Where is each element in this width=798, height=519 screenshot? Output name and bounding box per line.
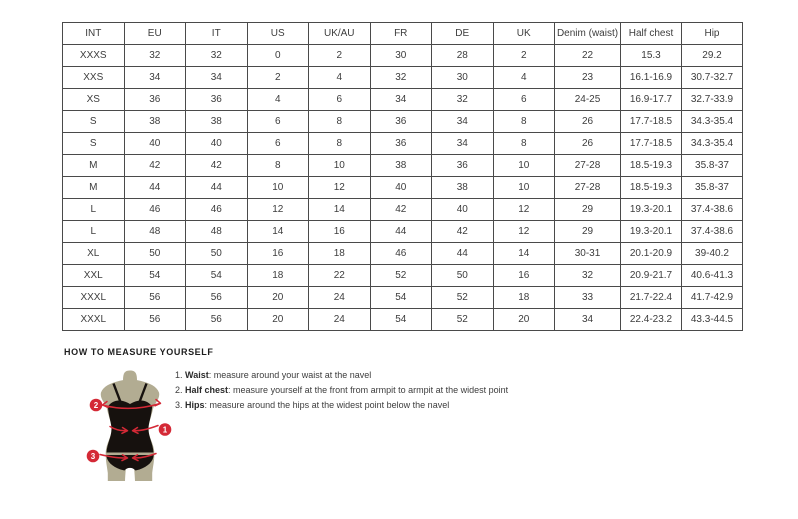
table-cell: 54 [124,265,186,287]
step-label: Hips [185,400,205,410]
table-cell: 52 [432,309,494,331]
table-row [63,287,743,309]
table-cell: 30 [432,67,494,89]
badge-2 [90,399,103,412]
table-cell: 32 [186,45,248,67]
table-cell: 35.8-37 [682,155,743,177]
table-row [63,89,743,111]
table-cell: 28 [432,45,494,67]
table-cell: 19.3-20.1 [621,199,682,221]
column-header: Half chest [621,23,682,45]
table-cell: 35.8-37 [682,177,743,199]
table-cell: 36 [186,89,248,111]
table-cell: 27-28 [555,155,621,177]
table-cell: 36 [370,111,432,133]
table-cell: 2 [493,45,555,67]
table-cell: 16.9-17.7 [621,89,682,111]
table-cell: 32.7-33.9 [682,89,743,111]
table-cell: 46 [124,199,186,221]
table-cell: 29.2 [682,45,743,67]
column-header: FR [370,23,432,45]
table-cell: 44 [432,243,494,265]
table-cell: 27-28 [555,177,621,199]
table-cell: 12 [309,177,371,199]
step-label: Waist [185,370,209,380]
table-cell: 8 [493,111,555,133]
column-header: US [247,23,309,45]
table-cell: 16 [493,265,555,287]
table-cell: 14 [247,221,309,243]
table-cell: 34 [432,133,494,155]
table-cell: 18 [493,287,555,309]
table-cell: 56 [124,309,186,331]
table-cell: 20.9-21.7 [621,265,682,287]
column-header: INT [63,23,125,45]
table-row [63,199,743,221]
table-cell: 16 [309,221,371,243]
table-cell: 48 [186,221,248,243]
badge-1 [159,423,172,436]
table-cell: 6 [309,89,371,111]
mannequin-illustration [80,369,180,482]
table-cell: 41.7-42.9 [682,287,743,309]
table-cell: 18 [309,243,371,265]
table-cell: 54 [370,287,432,309]
table-cell: 26 [555,111,621,133]
table-cell: 37.4-38.6 [682,221,743,243]
table-cell: 20 [247,309,309,331]
table-cell: L [63,221,125,243]
table-cell: 30.7-32.7 [682,67,743,89]
table-cell: 50 [432,265,494,287]
table-cell: 40 [370,177,432,199]
table-cell: 33 [555,287,621,309]
table-cell: XS [63,89,125,111]
table-cell: 42 [124,155,186,177]
table-cell: XL [63,243,125,265]
measure-steps [175,370,508,415]
column-header: Denim (waist) [555,23,621,45]
table-cell: 23 [555,67,621,89]
table-cell: 32 [432,89,494,111]
table-cell: 44 [370,221,432,243]
table-cell: XXXS [63,45,125,67]
table-cell: 26 [555,133,621,155]
table-cell: 40 [124,133,186,155]
table-cell: 0 [247,45,309,67]
table-cell: 29 [555,221,621,243]
table-cell: 17.7-18.5 [621,133,682,155]
table-cell: 8 [309,111,371,133]
table-cell: 10 [493,177,555,199]
table-cell: 34 [370,89,432,111]
table-cell: 50 [186,243,248,265]
step-item [175,385,508,396]
table-cell: XXXL [63,287,125,309]
step-label: Half chest [185,385,229,395]
table-row [63,221,743,243]
size-chart-table [62,22,743,331]
table-cell: 22 [555,45,621,67]
table-cell: 30-31 [555,243,621,265]
step-text: : measure yourself at the front from armpit to armpit at the widest point [228,385,509,395]
table-row [63,155,743,177]
table-cell: 6 [247,133,309,155]
table-cell: 2 [309,45,371,67]
table-cell: 15.3 [621,45,682,67]
table-cell: 14 [309,199,371,221]
column-header: Hip [682,23,743,45]
table-cell: 2 [247,67,309,89]
column-header: EU [124,23,186,45]
table-cell: 42 [186,155,248,177]
table-cell: 40 [432,199,494,221]
table-cell: M [63,155,125,177]
table-cell: 38 [186,111,248,133]
table-cell: 46 [186,199,248,221]
column-header: UK/AU [309,23,371,45]
step-text: : measure around the hips at the widest point below the navel [204,400,450,410]
table-cell: 34 [186,67,248,89]
table-cell: 8 [309,133,371,155]
step-text: : measure around your waist at the navel [208,370,372,380]
table-cell: 18.5-19.3 [621,177,682,199]
svg-text:1: 1 [162,425,168,435]
table-cell: 30 [370,45,432,67]
table-cell: 32 [555,265,621,287]
table-cell: 16 [247,243,309,265]
table-cell: 4 [493,67,555,89]
section-heading: HOW TO MEASURE YOURSELF [64,347,214,357]
table-cell: S [63,133,125,155]
table-cell: 36 [432,155,494,177]
table-cell: 56 [186,287,248,309]
table-cell: 38 [432,177,494,199]
table-cell: 44 [124,177,186,199]
table-cell: 29 [555,199,621,221]
column-header: DE [432,23,494,45]
table-cell: 54 [186,265,248,287]
step-item [175,400,508,411]
table-cell: 10 [493,155,555,177]
table-cell: 34.3-35.4 [682,133,743,155]
table-cell: 4 [309,67,371,89]
table-cell: 17.7-18.5 [621,111,682,133]
table-cell: 20.1-20.9 [621,243,682,265]
table-cell: 38 [124,111,186,133]
step-number: 3. [175,400,183,410]
table-cell: 32 [370,67,432,89]
table-cell: 39-40.2 [682,243,743,265]
table-row [63,243,743,265]
badge-3 [87,450,100,463]
table-cell: 22 [309,265,371,287]
table-cell: 16.1-16.9 [621,67,682,89]
svg-text:3: 3 [90,451,96,461]
table-cell: 18.5-19.3 [621,155,682,177]
step-number: 1. [175,370,183,380]
table-cell: XXS [63,67,125,89]
table-cell: 52 [432,287,494,309]
table-row [63,67,743,89]
table-cell: S [63,111,125,133]
table-cell: 10 [309,155,371,177]
table-cell: 24 [309,287,371,309]
table-cell: 24 [309,309,371,331]
table-cell: M [63,177,125,199]
table-cell: 42 [432,221,494,243]
table-cell: 44 [186,177,248,199]
table-row [63,309,743,331]
table-cell: 21.7-22.4 [621,287,682,309]
table-cell: 12 [493,221,555,243]
svg-text:2: 2 [93,400,99,410]
table-cell: XXXL [63,309,125,331]
table-cell: 6 [493,89,555,111]
table-cell: 40 [186,133,248,155]
table-cell: 56 [186,309,248,331]
table-cell: 43.3-44.5 [682,309,743,331]
table-cell: 12 [493,199,555,221]
table-cell: 8 [493,133,555,155]
table-cell: 50 [124,243,186,265]
table-cell: 20 [493,309,555,331]
column-header: IT [186,23,248,45]
table-cell: 22.4-23.2 [621,309,682,331]
mannequin-neck [123,371,137,383]
table-cell: 19.3-20.1 [621,221,682,243]
table-body [63,45,743,331]
table-cell: 38 [370,155,432,177]
table-row [63,45,743,67]
column-header: UK [493,23,555,45]
table-cell: 12 [247,199,309,221]
table-cell: 14 [493,243,555,265]
table-row [63,111,743,133]
table-cell: 20 [247,287,309,309]
table-cell: 34 [555,309,621,331]
table-cell: 37.4-38.6 [682,199,743,221]
table-cell: 40.6-41.3 [682,265,743,287]
table-cell: 34.3-35.4 [682,111,743,133]
table-cell: 46 [370,243,432,265]
table-cell: 56 [124,287,186,309]
table-cell: 18 [247,265,309,287]
step-item [175,370,508,381]
table-row [63,177,743,199]
table-cell: 36 [124,89,186,111]
table-header-row [63,23,743,45]
table-row [63,265,743,287]
table-cell: 36 [370,133,432,155]
table-cell: 48 [124,221,186,243]
table-cell: 54 [370,309,432,331]
table-cell: 42 [370,199,432,221]
table-cell: 34 [432,111,494,133]
step-number: 2. [175,385,183,395]
table-cell: 10 [247,177,309,199]
table-cell: 24-25 [555,89,621,111]
table-cell: L [63,199,125,221]
table-cell: 8 [247,155,309,177]
table-row [63,133,743,155]
table-cell: 4 [247,89,309,111]
table-cell: 6 [247,111,309,133]
table-cell: 52 [370,265,432,287]
table-cell: 34 [124,67,186,89]
measurement-figure [80,369,180,482]
table-cell: XXL [63,265,125,287]
table-cell: 32 [124,45,186,67]
